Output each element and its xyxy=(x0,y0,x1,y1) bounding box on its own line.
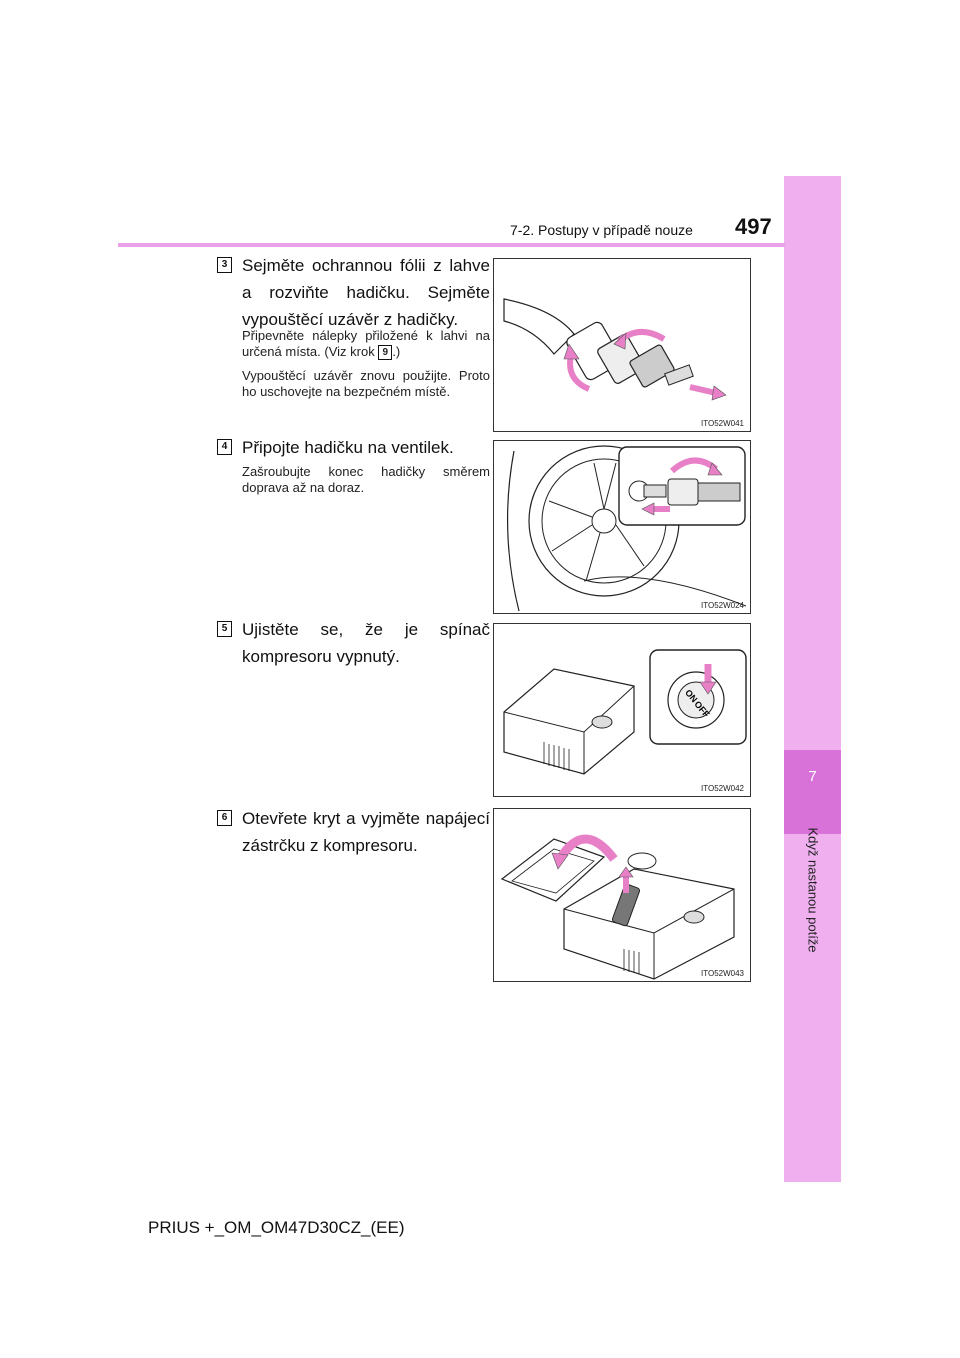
step-3-note-1-end: .) xyxy=(392,344,401,359)
tire-valve-illustration xyxy=(494,441,750,613)
step-5-text: Ujistěte se, že je spínač kompresoru vypnutý. xyxy=(242,620,490,666)
chapter-title: Když nastanou potíže xyxy=(805,827,821,953)
step-6-text: Otevřete kryt a vyjměte napájecí zástrčku z kompresoru. xyxy=(242,809,490,855)
figure-hose-to-valve xyxy=(493,440,751,614)
chapter-number-block xyxy=(784,750,841,834)
switch-off-label: OFF xyxy=(692,699,712,720)
section-title: 7-2. Postupy v případě nouze xyxy=(510,222,693,238)
step-ref-badge: 9 xyxy=(378,345,392,360)
figure-code: ITO52W042 xyxy=(701,784,744,793)
step-3-note-1 xyxy=(242,328,490,360)
step-5-badge: 5 xyxy=(217,621,232,637)
step-3-note-1-text: Připevněte nálepky přiložené k lahvi na určená místa. (Viz krok xyxy=(242,328,490,359)
figure-code: ITO52W041 xyxy=(701,419,744,428)
step-3-text: Sejměte ochrannou fólii z lahve a rozviňte hadičku. Sejměte vypouštěcí uzávěr z hadičky. xyxy=(242,256,490,329)
step-4-text: Připojte hadičku na ventilek. xyxy=(242,438,454,457)
step-3-badge: 3 xyxy=(217,257,232,273)
page-number: 497 xyxy=(735,214,772,239)
figure-compressor-switch xyxy=(493,623,751,797)
step-3-note-2: Vypouštěcí uzávěr znovu použijte. Proto ho uschovejte na bezpečném místě. xyxy=(242,368,490,399)
hose-cap-illustration xyxy=(494,259,750,431)
chapter-number: 7 xyxy=(808,768,817,785)
figure-code: ITO52W043 xyxy=(701,969,744,978)
figure-code: ITO52W024 xyxy=(701,601,744,610)
step-4-badge: 4 xyxy=(217,439,232,455)
compressor-switch-illustration xyxy=(494,624,750,796)
figure-compressor-open xyxy=(493,808,751,982)
switch-on-label: ON xyxy=(683,687,700,705)
header-rule xyxy=(118,243,785,247)
chapter-side-tab xyxy=(784,176,841,1182)
document-code: PRIUS +_OM_OM47D30CZ_(EE) xyxy=(148,1218,405,1237)
figure-hose-cap-removal xyxy=(493,258,751,432)
step-6-badge: 6 xyxy=(217,810,232,826)
step-4-note-1: Zašroubujte konec hadičky směrem doprava až na doraz. xyxy=(242,464,490,495)
compressor-open-illustration xyxy=(494,809,750,981)
